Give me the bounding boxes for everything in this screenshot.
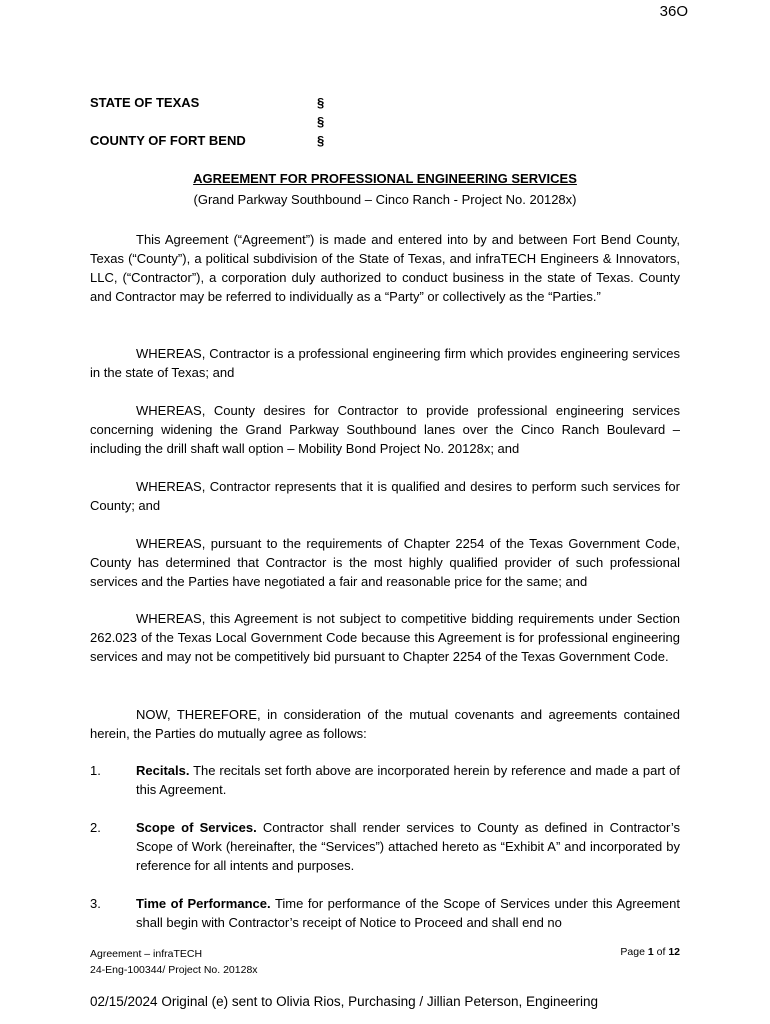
paragraph-whereas-3 [90, 477, 680, 515]
section-text: Time for performance of the Scope of Services under this Agreement shall begin with Contractor’s receipt of Notice to Proceed and shall end no [136, 896, 680, 930]
section-2 [90, 818, 680, 875]
section-heading: Recitals. [136, 763, 190, 778]
paragraph-text: This Agreement (“Agreement”) is made and entered into by and between Fort Bend County, Texas (“County”), a political subdivision of the State of Texas, and infraTECH Engineers & Innovators, LLC, (“Contractor”), a corporation duly authorized to conduct business in the state of Texas. County and Contractor may be referred to individually as a “Party” or collectively as the “Parties.” [90, 232, 680, 304]
section-3 [90, 894, 680, 932]
section-number: 2. [90, 820, 101, 835]
paragraph-text: WHEREAS, County desires for Contractor to provide professional engineering services concerning widening the Grand Parkway Southbound lanes over the Cinco Ranch Boulevard – including the drill shaft wall option – Mobility Bond Project No. 20128x; and [90, 403, 680, 456]
paragraph-intro [90, 230, 680, 306]
section-symbol: § [317, 114, 325, 129]
document-stamp: 36O [659, 3, 688, 20]
page-label: Page [620, 946, 645, 958]
section-heading: Time of Performance. [136, 896, 271, 911]
paragraph-text: WHEREAS, this Agreement is not subject to competitive bidding requirements under Section 262.023 of the Texas Local Government Code because this Agreement is for professional engineering services and may not be competitively bid pursuant to Chapter 2254 of the Texas Government Code. [90, 611, 680, 664]
section-symbol: § [317, 133, 325, 148]
page-total: 12 [668, 946, 680, 958]
paragraph-text: WHEREAS, pursuant to the requirements of Chapter 2254 of the Texas Government Code, County has determined that Contractor is the most highly qualified provider of such professional services and the Parties have negotiated a fair and reasonable price for the same; and [90, 536, 680, 589]
paragraph-whereas-4 [90, 534, 680, 591]
document-title: AGREEMENT FOR PROFESSIONAL ENGINEERING SERVICES [193, 171, 577, 186]
paragraph-now-therefore [90, 705, 680, 743]
page-of: of [656, 946, 666, 958]
caption-block [90, 95, 325, 152]
caption-row-blank [90, 114, 325, 133]
caption-state: STATE OF TEXAS [90, 95, 200, 110]
caption-county: COUNTY OF FORT BEND [90, 133, 246, 148]
paragraph-whereas-2 [90, 401, 680, 458]
section-text: The recitals set forth above are incorporated herein by reference and made a part of this Agreement. [136, 763, 680, 797]
section-1 [90, 761, 680, 799]
footer-left [90, 946, 258, 978]
paragraph-text: NOW, THEREFORE, in consideration of the mutual covenants and agreements contained herein, the Parties do mutually agree as follows: [90, 707, 680, 741]
section-heading: Scope of Services. [136, 820, 257, 835]
caption-row-county [90, 133, 325, 152]
section-number: 3. [90, 896, 101, 911]
document-subtitle: (Grand Parkway Southbound – Cinco Ranch - Project No. 20128x) [193, 192, 577, 207]
section-text: Contractor shall render services to County as defined in Contractor’s Scope of Work (hereinafter, the “Services”) attached hereto as “Exhibit A” and incorporated by reference for all intents and purposes. [136, 820, 680, 873]
page-current: 1 [647, 946, 654, 958]
page-number [620, 946, 680, 958]
paragraph-text: WHEREAS, Contractor represents that it is qualified and desires to perform such services for County; and [90, 479, 680, 513]
footer-project-label: 24-Eng-100344/ Project No. 20128x [90, 964, 258, 976]
paragraph-text: WHEREAS, Contractor is a professional engineering firm which provides engineering services in the state of Texas; and [90, 346, 680, 380]
section-number: 1. [90, 763, 101, 778]
paragraph-whereas-1 [90, 344, 680, 382]
section-symbol: § [317, 95, 325, 110]
footer-agreement-label: Agreement – infraTECH [90, 948, 203, 960]
paragraph-whereas-5 [90, 609, 680, 666]
caption-row-state [90, 95, 325, 114]
routing-note: 02/15/2024 Original (e) sent to Olivia Rios, Purchasing / Jillian Peterson, Engineering [90, 994, 599, 1009]
